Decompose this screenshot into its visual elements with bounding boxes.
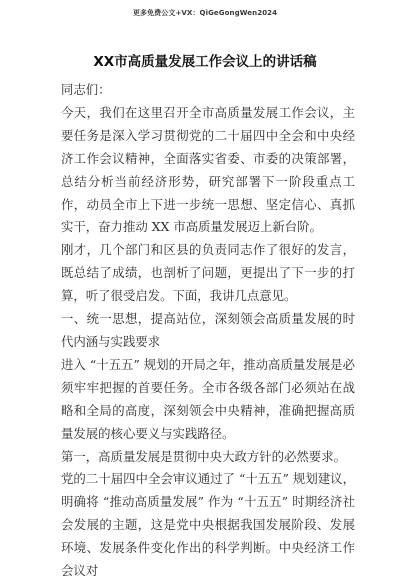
section-heading: 一、统一思想，提高站位，深刻领会高质量发展的时代内涵与实践要求 (61, 311, 355, 349)
header-note: 更多免费公文+VX：QiGeGongWen2024 (132, 9, 278, 17)
body-paragraph: 今天，我们在这里召开全市高质量发展工作会议，主要任务是深入学习贯彻党的二十届四中全会和中央经济工作会议精神，全面落实省委、市委的决策部署，总结分析当前经济形势，研究部署下一阶段重点工作，动员全市上下进一步统一思想、坚定信心、真抓实干，奋力推动 XX 市高质量发展迈上新台阶。 (61, 104, 355, 235)
document-body (61, 79, 355, 583)
body-paragraph: 进入 “十五五” 规划的开局之年，推动高质量发展是必须牢牢把握的首要任务。全市各级各部门必须站在战略和全局的高度，深刻领会中央精神，准确把握高质量发展的核心要义与实践路径。 (61, 356, 355, 441)
body-paragraph: 刚才，几个部门和区县的负责同志作了很好的发言，既总结了成绩，也剖析了问题，更提出了下一步的打算，听了很受启发。下面，我讲几点意见。 (61, 242, 355, 304)
salutation: 同志们： (61, 82, 111, 97)
subsection-heading: 第一，高质量发展是贯彻中央大政方针的必然要求。 (61, 448, 346, 464)
body-paragraph: 党的二十届四中全会审议通过了 “十五五” 规划建议，明确将 “推动高质量发展” 作为 “十五五” 时期经济社会发展的主题，这是党中央根据我国发展阶段、发展环境、发展条件变化作出的科学判断。中央经济工作会议对 (61, 471, 355, 579)
document-title: XX市高质量发展工作会议上的讲话稿 (93, 54, 317, 70)
